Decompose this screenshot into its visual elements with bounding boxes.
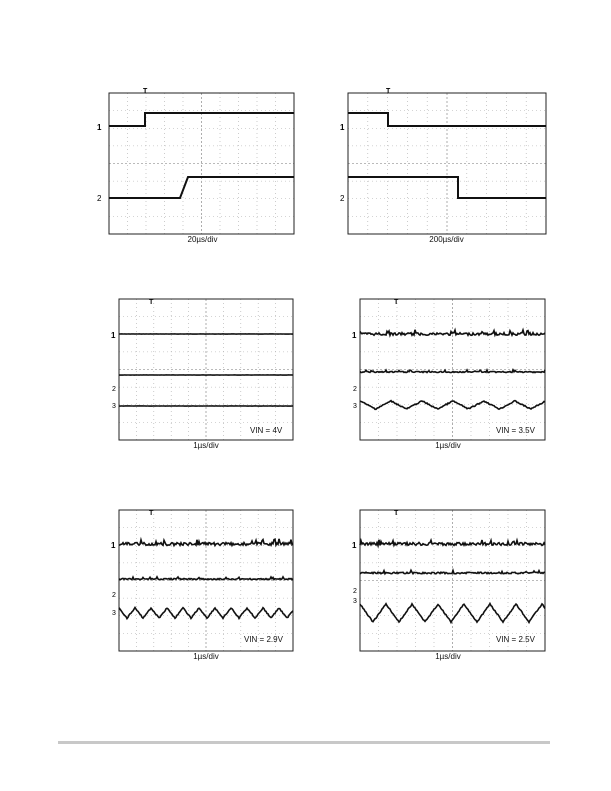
time-scale-label: 1µs/div [193,652,219,661]
vin-readout: VIN = 3.5V [496,426,535,435]
ch2-marker: 2 [97,194,102,203]
ch1-marker: 1 [97,123,102,132]
vin-readout: VIN = 4V [250,426,283,435]
time-scale-label: 20µs/div [187,235,218,244]
trigger-marker: T [149,299,154,306]
time-scale-label: 1µs/div [435,652,461,661]
ch3-marker: 3 [112,610,116,617]
vin-readout: VIN = 2.5V [496,635,535,644]
trigger-marker: T [386,88,391,95]
ch2-marker: 2 [112,386,116,393]
ch3-marker: 3 [353,598,357,605]
trigger-marker: T [394,299,399,306]
ch1-marker: 1 [352,541,357,550]
trigger-marker: T [143,88,148,95]
ch1-marker: 1 [340,123,345,132]
time-scale-label: 1µs/div [435,441,461,450]
ch1-marker: 1 [352,331,357,340]
trigger-marker: T [394,510,399,517]
ch2-marker: 2 [353,588,357,595]
time-scale-label: 200µs/div [429,235,464,244]
ch2-marker: 2 [112,592,116,599]
grid [360,510,545,651]
trigger-marker: T [149,510,154,517]
ch1-marker: 1 [111,541,116,550]
footer-divider [58,741,550,744]
ch2-trace [360,570,545,574]
ch2-marker: 2 [340,194,345,203]
ch3-marker: 3 [353,403,357,410]
ch1-marker: 1 [111,331,116,340]
vin-readout: VIN = 2.9V [244,635,283,644]
ch2-marker: 2 [353,386,357,393]
time-scale-label: 1µs/div [193,441,219,450]
ch3-marker: 3 [112,403,116,410]
